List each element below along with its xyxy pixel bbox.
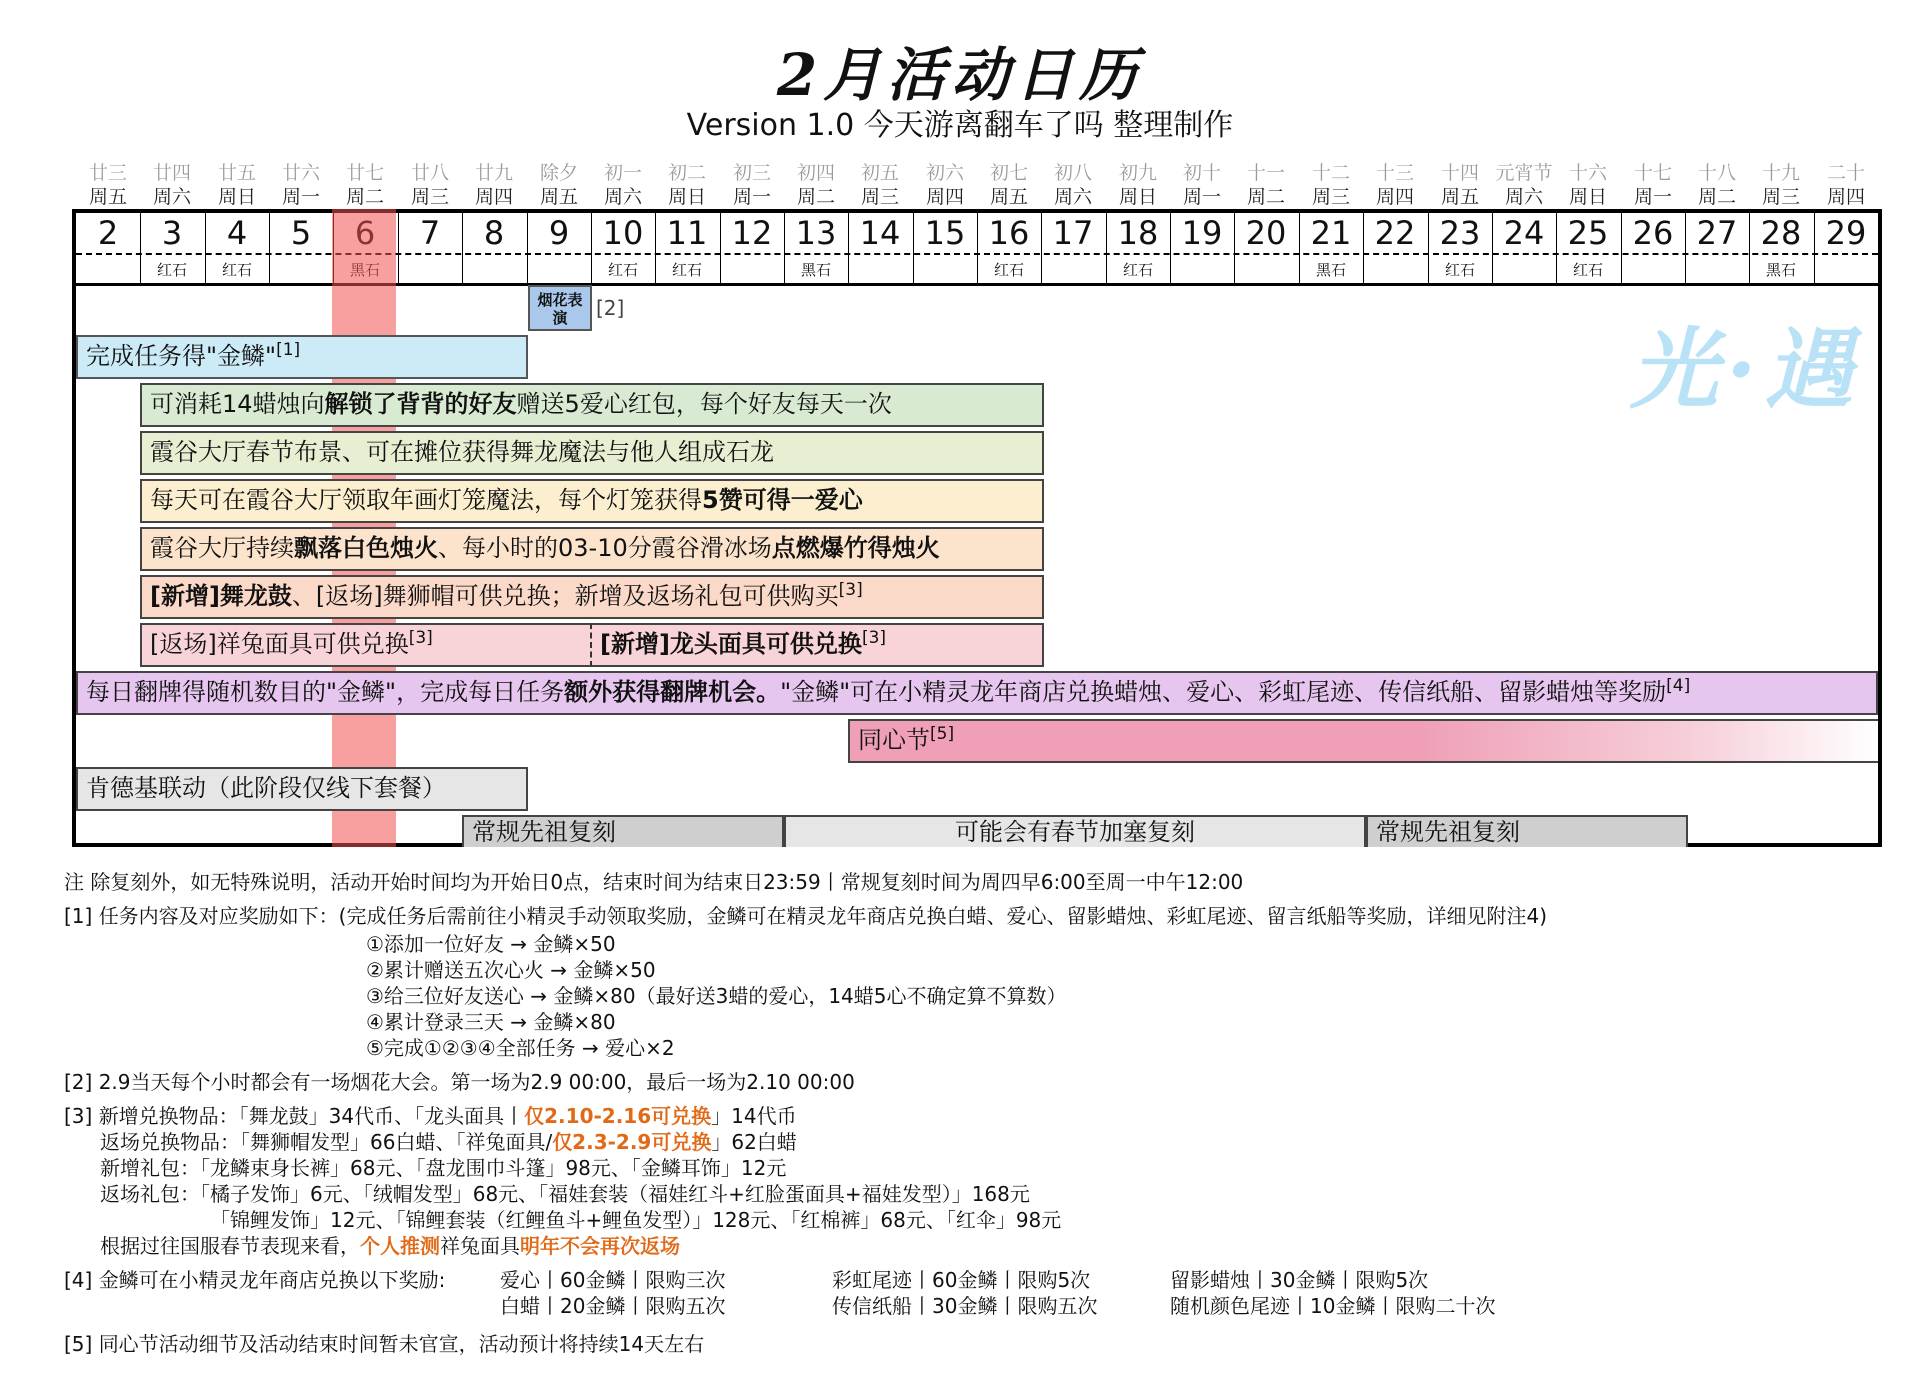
weekday-label: 周五 — [88, 186, 127, 208]
day-number[interactable]: 13 — [795, 214, 837, 252]
day-number[interactable]: 9 — [548, 214, 570, 252]
lunar-date: 十二 — [1311, 162, 1350, 184]
day-number[interactable]: 15 — [924, 214, 966, 252]
lunar-date: 十八 — [1697, 162, 1736, 184]
day-number[interactable]: 29 — [1825, 214, 1867, 252]
weekday-label: 周五 — [539, 186, 578, 208]
ancestor-rerun-2[interactable]: 可能会有春节加塞复刻 — [784, 815, 1366, 847]
shard-stone-label: 红石 — [156, 261, 187, 279]
sky-logo-watermark: 光·遇 — [1630, 317, 1861, 421]
weekday-label: 周三 — [410, 186, 449, 208]
kfc-collab-event[interactable]: 肯德基联动（此阶段仅线下套餐） — [76, 767, 528, 811]
lunar-date: 廿八 — [410, 162, 449, 184]
day-number[interactable]: 11 — [666, 214, 708, 252]
note-3-line-2: 返场兑换物品：「舞狮帽发型」66白蜡、「祥兔面具/仅2.3-2.9可兑换」62白蜡 — [100, 1130, 797, 1154]
fireworks-ref: [2] — [596, 296, 625, 320]
lunar-date: 廿四 — [152, 162, 191, 184]
shard-stone-label: 红石 — [671, 261, 702, 279]
weekday-label: 周二 — [1697, 186, 1736, 208]
day-number[interactable]: 12 — [731, 214, 773, 252]
rabbit-mask-event[interactable]: [返场]祥兔面具可供兑换[3] — [140, 623, 592, 667]
shard-stone-label: 红石 — [993, 261, 1024, 279]
day-number[interactable]: 7 — [419, 214, 441, 252]
lunar-date: 廿九 — [474, 162, 513, 184]
lunar-date: 廿六 — [281, 162, 320, 184]
shard-stone-label: 红石 — [1572, 261, 1603, 279]
lunar-date: 初三 — [732, 162, 771, 184]
note-general: 注 除复刻外，如无特殊说明，活动开始时间均为开始日0点，结束时间为结束日23:59丨常规复刻时间为周四早6:00至周一中午12:00 — [64, 870, 1244, 894]
fireworks-event[interactable] — [528, 285, 592, 331]
day-number[interactable]: 23 — [1439, 214, 1481, 252]
shard-stone-label: 红石 — [1444, 261, 1475, 279]
lunar-date: 初四 — [796, 162, 835, 184]
lunar-date: 初七 — [989, 162, 1028, 184]
lantern-magic-event[interactable]: 每天可在霞谷大厅领取年画灯笼魔法，每个灯笼获得5赞可得一爱心 — [140, 479, 1044, 523]
day-number[interactable]: 4 — [226, 214, 248, 252]
day-number[interactable]: 21 — [1310, 214, 1352, 252]
note-2: [2] 2.9当天每个小时都会有一场烟花大会。第一场为2.9 00:00，最后一场为2.10 00:00 — [64, 1070, 855, 1094]
lunar-date: 廿七 — [345, 162, 384, 184]
friend-red-packet-event[interactable]: 可消耗14蜡烛向解锁了背背的好友赠送5爱心红包，每个好友每天一次 — [140, 383, 1044, 427]
note-1-item-2: ②累计赠送五次心火 → 金鳞×50 — [366, 958, 656, 982]
weekday-label: 周三 — [1761, 186, 1800, 208]
day-number[interactable]: 5 — [290, 214, 312, 252]
weekday-label: 周六 — [152, 186, 191, 208]
page-title: 2月活动日历 — [776, 41, 1144, 109]
lunar-date: 元宵节 — [1495, 162, 1553, 184]
note-4-white-candle: 白蜡丨20金鳞丨限购五次 — [500, 1294, 726, 1318]
day-number[interactable]: 20 — [1245, 214, 1287, 252]
day-number[interactable]: 27 — [1696, 214, 1738, 252]
day-number[interactable]: 14 — [859, 214, 901, 252]
dragon-drum-event[interactable]: [新增]舞龙鼓、[返场]舞狮帽可供兑换；新增及返场礼包可供购买[3] — [140, 575, 1044, 619]
weekday-label: 周一 — [1633, 186, 1672, 208]
golden-scale-task-event[interactable]: 完成任务得"金鳞"[1] — [76, 335, 528, 379]
weekday-label: 周四 — [474, 186, 513, 208]
note-4-heart: 爱心丨60金鳞丨限购三次 — [500, 1268, 726, 1292]
shard-stone-label: 黑石 — [800, 261, 831, 279]
weekday-label: 周日 — [217, 186, 256, 208]
day-number[interactable]: 10 — [602, 214, 644, 252]
lunar-date: 初一 — [603, 162, 642, 184]
weekday-label: 周四 — [925, 186, 964, 208]
weekday-label: 周一 — [281, 186, 320, 208]
note-3-line-3: 新增礼包：「龙鳞束身长裤」68元、「盘龙围巾斗篷」98元、「金鳞耳饰」12元 — [100, 1156, 787, 1180]
shard-stone-label: 红石 — [607, 261, 638, 279]
lunar-date: 初二 — [667, 162, 706, 184]
shard-stone-label: 红石 — [1122, 261, 1153, 279]
weekday-label: 周日 — [1568, 186, 1607, 208]
note-3-line-5: 「锦鲤发饰」12元、「锦鲤套装（红鲤鱼斗+鲤鱼发型）」128元、「红棉裤」68元、「红伞」98元 — [210, 1208, 1062, 1232]
weekday-label: 周三 — [1311, 186, 1350, 208]
lunar-date: 初五 — [860, 162, 899, 184]
note-3-line-6: 根据过往国服春节表现来看，个人推测祥兔面具明年不会再次返场 — [100, 1234, 680, 1258]
weekday-label: 周四 — [1375, 186, 1414, 208]
weekday-label: 周二 — [796, 186, 835, 208]
lunar-date: 初十 — [1182, 162, 1221, 184]
lunar-date: 二十 — [1826, 162, 1865, 184]
ancestor-rerun-3[interactable]: 常规先祖复刻 — [1366, 815, 1688, 847]
dragon-mask-event[interactable]: [新增]龙头面具可供兑换[3] — [592, 623, 1044, 667]
lunar-date: 廿五 — [217, 162, 256, 184]
note-4-random-trail: 随机颜色尾迹丨10金鳞丨限购二十次 — [1170, 1294, 1496, 1318]
weekday-label: 周六 — [1504, 186, 1543, 208]
shard-stone-label: 红石 — [221, 261, 252, 279]
note-1-item-3: ③给三位好友送心 → 金鳞×80（最好送3蜡的爱心，14蜡5心不确定算不算数） — [366, 984, 1067, 1008]
weekday-label: 周日 — [667, 186, 706, 208]
day-number[interactable]: 26 — [1632, 214, 1674, 252]
shard-stone-label: 黑石 — [1765, 261, 1796, 279]
note-1: [1] 任务内容及对应奖励如下：(完成任务后需前往小精灵手动领取奖励，金鳞可在精灵龙年商店兑换白蜡、爱心、留影蜡烛、彩虹尾迹、留言纸船等奖励，详细见附注4) — [64, 904, 1548, 928]
lunar-date: 初六 — [925, 162, 964, 184]
note-1-item-5: ⑤完成①②③④全部任务 → 爱心×2 — [366, 1036, 675, 1060]
note-3-line-1: [3] 新增兑换物品：「舞龙鼓」34代币、「龙头面具丨仅2.10-2.16可兑换」14代币 — [64, 1104, 797, 1128]
white-candle-event[interactable]: 霞谷大厅持续飘落白色烛火、每小时的03-10分霞谷滑冰场点燃爆竹得烛火 — [140, 527, 1044, 571]
note-1-item-1: ①添加一位好友 → 金鳞×50 — [366, 932, 616, 956]
day-number[interactable]: 22 — [1374, 214, 1416, 252]
note-3-line-4: 返场礼包：「橘子发饰」6元、「绒帽发型」68元、「福娃套装（福娃红斗+红脸蛋面具+福娃发型）」168元 — [100, 1182, 1030, 1206]
tongxin-festival-event[interactable]: 同心节[5] — [848, 719, 1878, 763]
lunar-date: 十一 — [1246, 162, 1285, 184]
note-4-paper-boat: 传信纸船丨30金鳞丨限购五次 — [832, 1294, 1098, 1318]
note-4-rainbow-trail: 彩虹尾迹丨60金鳞丨限购5次 — [832, 1268, 1091, 1292]
lunar-date: 十六 — [1568, 162, 1607, 184]
day-number[interactable]: 2 — [97, 214, 119, 252]
weekday-label: 周三 — [860, 186, 899, 208]
lunar-date: 十七 — [1633, 162, 1672, 184]
note-5: [5] 同心节活动细节及活动结束时间暂未官宣，活动预计将持续14天左右 — [64, 1332, 705, 1356]
lunar-date: 除夕 — [539, 162, 578, 184]
weekday-label: 周一 — [1182, 186, 1221, 208]
weekday-label: 周二 — [1246, 186, 1285, 208]
lunar-date: 廿三 — [88, 162, 127, 184]
weekday-label: 周五 — [1440, 186, 1479, 208]
lunar-date: 十九 — [1761, 162, 1800, 184]
day-number[interactable]: 16 — [988, 214, 1030, 252]
day-number[interactable]: 3 — [161, 214, 183, 252]
day-number[interactable]: 8 — [483, 214, 505, 252]
lunar-date: 十三 — [1375, 162, 1414, 184]
weekday-label: 周六 — [603, 186, 642, 208]
note-1-item-4: ④累计登录三天 → 金鳞×80 — [366, 1010, 616, 1034]
lunar-date: 初九 — [1118, 162, 1157, 184]
page-subtitle: Version 1.0 今天游离翻车了吗 整理制作 — [686, 108, 1234, 143]
weekday-label: 周一 — [732, 186, 771, 208]
daily-card-flip-event[interactable]: 每日翻牌得随机数目的"金鳞"，完成每日任务额外获得翻牌机会。"金鳞"可在小精灵龙年商店兑换蜡烛、爱心、彩虹尾迹、传信纸船、留影蜡烛等奖励[4] — [76, 671, 1878, 715]
fireworks-label: 烟花表演 — [537, 291, 583, 327]
day-number[interactable]: 17 — [1052, 214, 1094, 252]
day-number[interactable]: 18 — [1117, 214, 1159, 252]
note-4-photo-candle: 留影蜡烛丨30金鳞丨限购5次 — [1170, 1268, 1429, 1292]
day-number[interactable]: 28 — [1760, 214, 1802, 252]
weekday-label: 周日 — [1118, 186, 1157, 208]
note-4-head: [4] 金鳞可在小精灵龙年商店兑换以下奖励: — [64, 1268, 446, 1292]
lunar-date: 初八 — [1053, 162, 1092, 184]
weekday-label: 周五 — [989, 186, 1028, 208]
lunar-date: 十四 — [1440, 162, 1479, 184]
weekday-label: 周六 — [1053, 186, 1092, 208]
ancestor-rerun-1[interactable]: 常规先祖复刻 — [462, 815, 784, 847]
shard-stone-label: 黑石 — [1315, 261, 1346, 279]
day-number[interactable]: 24 — [1503, 214, 1545, 252]
weekday-label: 周四 — [1826, 186, 1865, 208]
weekday-label: 周二 — [345, 186, 384, 208]
day-number[interactable]: 25 — [1567, 214, 1609, 252]
day-number[interactable]: 19 — [1181, 214, 1223, 252]
spring-decor-event[interactable]: 霞谷大厅春节布景、可在摊位获得舞龙魔法与他人组成石龙 — [140, 431, 1044, 475]
